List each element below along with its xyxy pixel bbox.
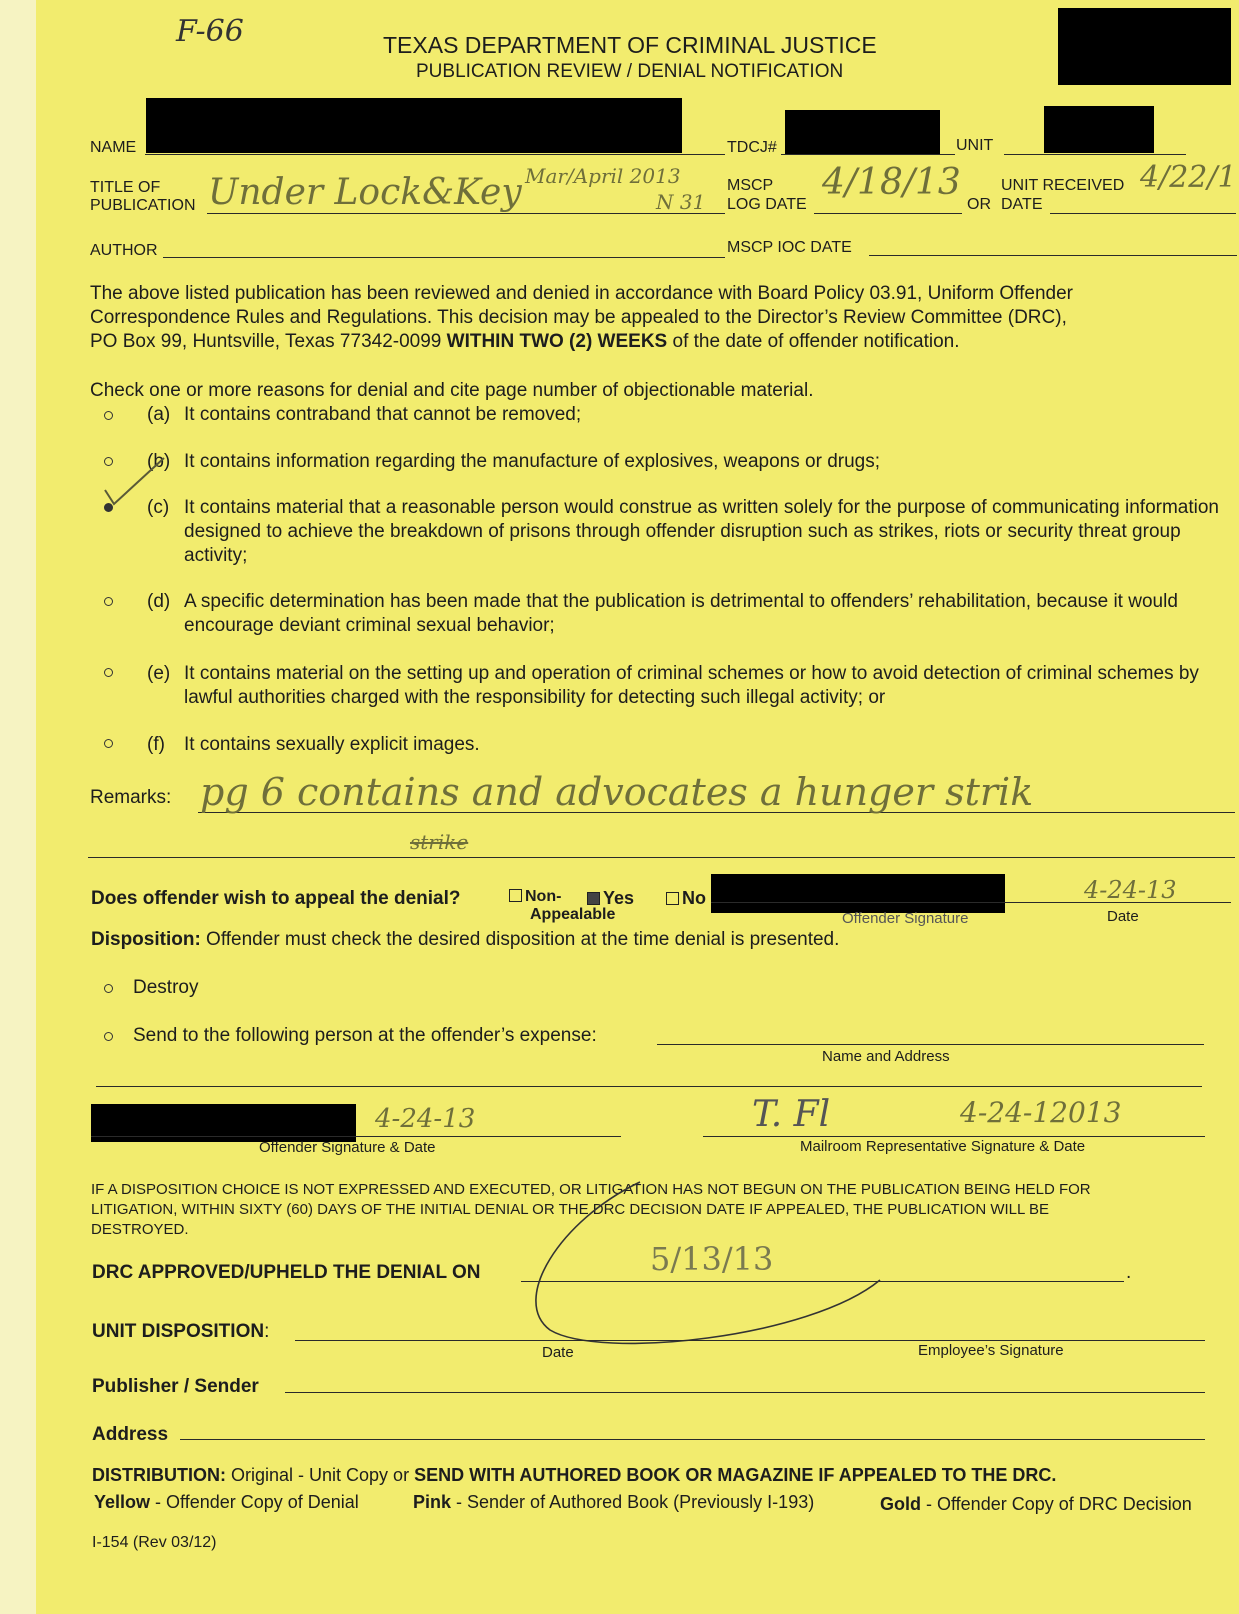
intro-line-3b: of the date of offender notification. [667, 331, 960, 352]
offender-sig-date-line [91, 1136, 621, 1137]
unit-date-label: Date [542, 1344, 574, 1361]
mscp-ioc-label: MSCP IOC DATE [727, 239, 852, 256]
form-id: I-154 (Rev 03/12) [92, 1534, 217, 1551]
log-date-line [814, 213, 962, 214]
mailroom-line [703, 1136, 1205, 1137]
tdcj-line [781, 154, 955, 155]
name-redaction [146, 98, 682, 153]
mscp-ioc-line [869, 255, 1237, 256]
reason-b-text: It contains information regarding the manufacture of explosives, weapons or drugs; [184, 451, 880, 472]
title-issue-handwritten: Mar/April 2013 [525, 164, 681, 188]
yellow-label: Yellow [94, 1492, 151, 1512]
notice-line-1: IF A DISPOSITION CHOICE IS NOT EXPRESSED AND EXECUTED, OR LITIGATION HAS NOT BEGUN ON THE PUBLICATION BEING HELD FOR [91, 1181, 1091, 1198]
distribution-original: Original - Unit Copy or [226, 1465, 415, 1485]
reason-a [147, 403, 1227, 429]
form-code-handwritten: F-66 [176, 14, 244, 49]
reason-e-text: It contains material on the setting up and operation of criminal schemes or how to avoid detection of criminal schemes by lawful authorities charged with the responsibility for detecting such illegal activity; or [184, 663, 1199, 708]
offender-sig-date-handwritten: 4-24-13 [375, 1104, 476, 1134]
unit-line [1004, 154, 1186, 155]
address-full-line [96, 1086, 1202, 1087]
reason-f-bullet[interactable] [104, 739, 113, 748]
title-label-2: PUBLICATION [90, 197, 196, 214]
address-label: Address [92, 1424, 169, 1445]
unit-disposition-line [295, 1340, 1205, 1341]
distribution-line [92, 1465, 1056, 1486]
address-line [180, 1439, 1205, 1440]
intro-paragraph [90, 282, 1073, 354]
tdcj-label: TDCJ# [727, 139, 777, 156]
appeal-question: Does offender wish to appeal the denial? [91, 888, 461, 909]
intro-deadline: WITHIN TWO (2) WEEKS [446, 331, 668, 352]
gold-label: Gold [880, 1494, 921, 1514]
form-title: TEXAS DEPARTMENT OF CRIMINAL JUSTICE [383, 32, 877, 58]
yes-option[interactable] [587, 888, 634, 909]
unit-disposition-text: UNIT DISPOSITION [92, 1321, 265, 1342]
no-option[interactable] [666, 888, 706, 909]
notice-line-2: LITIGATION, WITHIN SIXTY (60) DAYS OF THE INITIAL DENIAL OR THE DRC DECISION DATE IF APPEALED, THE PUBLICATION WILL BE [91, 1201, 1049, 1218]
log-date-label: LOG DATE [727, 196, 807, 213]
circled-annotation-icon [520, 1170, 920, 1350]
scan-edge [0, 0, 36, 1614]
appeal-date-label: Date [1107, 908, 1139, 925]
distribution-yellow [94, 1492, 359, 1513]
reason-d-text: A specific determination has been made that the publication is detrimental to offenders’ rehabilitation, because it would encourage deviant criminal sexual behavior; [184, 591, 1178, 636]
reason-a-bullet[interactable] [104, 411, 113, 420]
title-handwritten: Under Lock&Key [208, 172, 522, 213]
distribution-gold [880, 1494, 1192, 1515]
unit-redaction [1044, 106, 1154, 153]
reason-c [147, 496, 1227, 570]
pink-label: Pink [413, 1492, 452, 1512]
notice-line-3: DESTROYED. [91, 1221, 189, 1238]
author-line [163, 257, 725, 258]
drc-label: DRC APPROVED/UPHELD THE DENIAL ON [92, 1262, 481, 1283]
log-date-handwritten: 4/18/13 [822, 162, 961, 203]
distribution-pink [413, 1492, 814, 1513]
non-label: Non- [525, 888, 562, 905]
offender-signature-redaction [711, 874, 1005, 913]
destroy-bullet[interactable] [104, 984, 113, 993]
send-bullet[interactable] [104, 1032, 113, 1041]
disposition-label: Disposition: [91, 929, 201, 950]
offender-signature-label: Offender Signature [842, 910, 969, 927]
gold-text: - Offender Copy of DRC Decision [921, 1494, 1192, 1514]
reason-d-letter: (d) [147, 591, 171, 612]
unit-received-date-label: DATE [1001, 196, 1043, 213]
employee-signature-label: Employee’s Signature [918, 1342, 1064, 1359]
reason-a-letter: (a) [147, 404, 171, 425]
send-option: Send to the following person at the offender’s expense: [133, 1025, 597, 1046]
unit-received-handwritten: 4/22/1 [1140, 160, 1237, 195]
title-label-1: TITLE OF [90, 179, 161, 196]
send-line [657, 1044, 1204, 1045]
intro-line-3 [90, 330, 1073, 354]
mailroom-label: Mailroom Representative Signature & Date [800, 1138, 1086, 1155]
name-address-label: Name and Address [822, 1048, 950, 1065]
yes-checkbox-checked[interactable] [587, 892, 600, 905]
reason-e-bullet[interactable] [104, 668, 113, 677]
destroy-option: Destroy [133, 977, 199, 998]
title-number-handwritten: N 31 [656, 190, 706, 214]
or-label: OR [967, 196, 991, 213]
unit-label: UNIT [956, 137, 994, 154]
remarks-handwritten: pg 6 contains and advocates a hunger strik [200, 770, 1034, 814]
intro-line-2: Correspondence Rules and Regulations. This decision may be appealed to the Director’s Review Committee (DRC), [90, 307, 1067, 328]
remarks-line-2 [88, 857, 1235, 858]
reason-c-text: It contains material that a reasonable person would construe as written solely for the purpose of communicating information designed to achieve the breakdown of prisons through offender disruption such as strikes, riots or security threat group activity; [184, 497, 1219, 566]
reason-f-text: It contains sexually explicit images. [184, 734, 480, 755]
reason-e-letter: (e) [147, 663, 171, 684]
distribution-label: DISTRIBUTION: [92, 1465, 226, 1485]
unit-disposition-colon: : [264, 1321, 270, 1342]
publisher-line [285, 1392, 1205, 1393]
drc-period: . [1126, 1262, 1132, 1283]
disposition-heading [91, 929, 839, 951]
reason-f [147, 733, 1227, 759]
intro-line-1: The above listed publication has been reviewed and denied in accordance with Board Policy 03.91, Uniform Offender [90, 283, 1073, 304]
intro-line-3a: PO Box 99, Huntsville, Texas 77342-0099 [90, 331, 447, 352]
reason-c-letter: (c) [147, 497, 170, 518]
reason-e [147, 662, 1227, 712]
redaction-box [1058, 8, 1231, 85]
appealable-label: Appealable [530, 906, 616, 923]
no-checkbox[interactable] [666, 892, 679, 905]
reason-d [147, 590, 1227, 640]
drc-date-handwritten: 5/13/13 [650, 1240, 774, 1278]
appeal-date-handwritten: 4-24-13 [1084, 876, 1177, 904]
unit-disposition-label [92, 1321, 269, 1343]
form-subtitle: PUBLICATION REVIEW / DENIAL NOTIFICATION [416, 61, 844, 82]
title-line [207, 213, 725, 214]
yes-label: Yes [603, 888, 635, 908]
mailroom-date-handwritten: 4-24-12013 [960, 1096, 1122, 1129]
remarks-label: Remarks: [90, 787, 172, 808]
no-label: No [682, 888, 706, 908]
yellow-text: - Offender Copy of Denial [150, 1492, 359, 1512]
disposition-text: Offender must check the desired disposition at the time denial is presented. [200, 929, 840, 950]
reason-f-letter: (f) [147, 734, 165, 755]
unit-received-label: UNIT RECEIVED [1001, 177, 1125, 194]
publisher-label: Publisher / Sender [92, 1376, 259, 1397]
pink-text: - Sender of Authored Book (Previously I-193) [451, 1492, 815, 1512]
unit-received-line [1050, 213, 1236, 214]
reason-b [147, 450, 1227, 476]
name-label: NAME [90, 139, 137, 156]
mailroom-signature-handwritten: T. Fl [752, 1094, 831, 1135]
mscp-label: MSCP [727, 177, 774, 194]
remarks-struck-handwritten: strike [410, 830, 469, 854]
non-appealable-checkbox[interactable] [509, 889, 522, 902]
non-appealable-option[interactable] [509, 888, 561, 906]
reason-d-bullet[interactable] [104, 597, 113, 606]
tdcj-redaction [785, 110, 940, 154]
author-label: AUTHOR [90, 242, 158, 259]
reasons-intro: Check one or more reasons for denial and cite page number of objectionable material. [90, 380, 814, 401]
distribution-appeal-note: SEND WITH AUTHORED BOOK OR MAGAZINE IF APPEALED TO THE DRC. [414, 1465, 1057, 1485]
name-line [145, 154, 725, 155]
reason-a-text: It contains contraband that cannot be removed; [184, 404, 582, 425]
offender-sig-date-label: Offender Signature & Date [259, 1139, 436, 1156]
reason-b-letter: (b) [147, 451, 171, 472]
